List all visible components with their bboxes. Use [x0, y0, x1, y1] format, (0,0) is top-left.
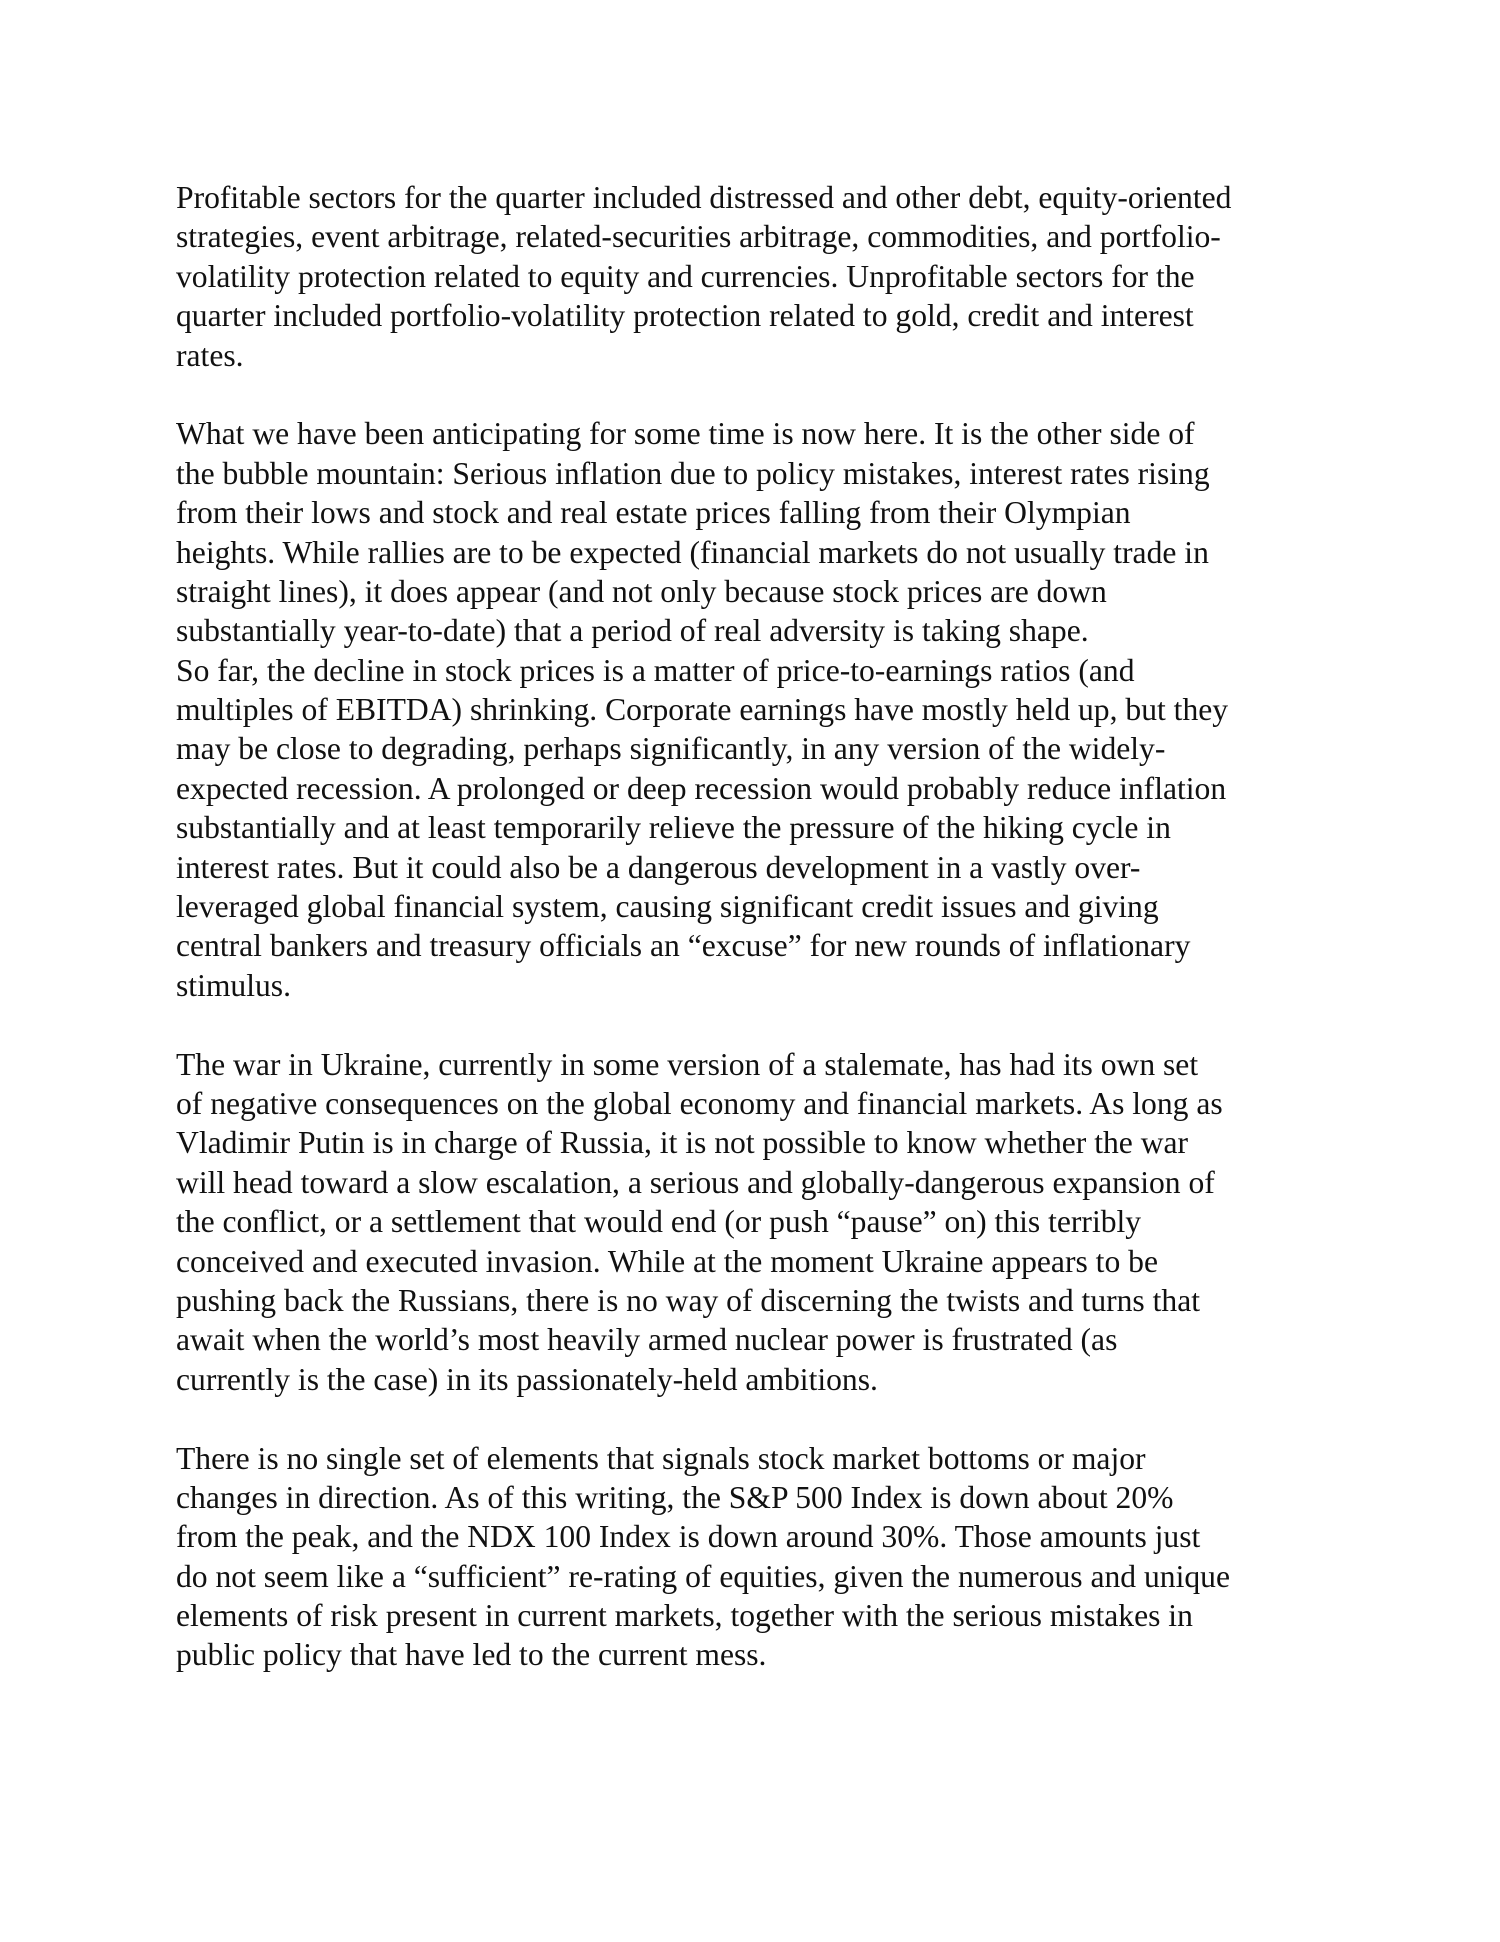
text-line: Vladimir Putin is in charge of Russia, it is not possible to know whether the war [176, 1125, 1189, 1161]
text-line: quarter included portfolio-volatility protection related to gold, credit and interest [176, 298, 1194, 334]
text-line: interest rates. But it could also be a dangerous development in a vastly over- [176, 849, 1141, 885]
text-line: So far, the decline in stock prices is a matter of price-to-earnings ratios (and [176, 652, 1135, 688]
paragraph-spacer [176, 1399, 1336, 1438]
text-line: Profitable sectors for the quarter included distressed and other debt, equity-oriented [176, 180, 1232, 215]
document-body [176, 178, 1336, 1675]
text-line: do not seem like a “sufficient” re-rating of equities, given the numerous and unique [176, 1558, 1230, 1594]
text-line: from the peak, and the NDX 100 Index is down around 30%. Those amounts just [176, 1519, 1201, 1555]
text-line: await when the world’s most heavily armed nuclear power is frustrated (as [176, 1322, 1118, 1358]
text-line: the bubble mountain: Serious inflation due to policy mistakes, interest rates rising [176, 455, 1210, 491]
text-line: currently is the case) in its passionately-held ambitions. [176, 1361, 878, 1397]
paragraph-ukraine-war [176, 1045, 1336, 1400]
paragraph-spacer [176, 375, 1336, 414]
text-line: of negative consequences on the global economy and financial markets. As long as [176, 1085, 1223, 1121]
text-line: conceived and executed invasion. While at the moment Ukraine appears to be [176, 1243, 1158, 1279]
text-line: changes in direction. As of this writing, the S&P 500 Index is down about 20% [176, 1479, 1174, 1515]
text-line: There is no single set of elements that signals stock market bottoms or major [176, 1440, 1146, 1476]
paragraph-market-bottoms [176, 1439, 1336, 1675]
text-line: from their lows and stock and real estate prices falling from their Olympian [176, 495, 1131, 531]
text-line: volatility protection related to equity and currencies. Unprofitable sectors for the [176, 258, 1195, 294]
text-line: straight lines), it does appear (and not only because stock prices are down [176, 573, 1107, 609]
text-line: elements of risk present in current markets, together with the serious mistakes in [176, 1598, 1193, 1634]
text-line: multiples of EBITDA) shrinking. Corporate earnings have mostly held up, but they [176, 692, 1229, 728]
text-line: may be close to degrading, perhaps significantly, in any version of the widely- [176, 731, 1166, 767]
text-line: The war in Ukraine, currently in some version of a stalemate, has had its own set [176, 1046, 1199, 1082]
paragraph-anticipating [176, 414, 1336, 1005]
text-line: the conflict, or a settlement that would end (or push “pause” on) this terribly [176, 1204, 1142, 1240]
paragraph-profitable-sectors [176, 178, 1336, 375]
text-line: will head toward a slow escalation, a serious and globally-dangerous expansion of [176, 1164, 1215, 1200]
text-line: strategies, event arbitrage, related-securities arbitrage, commodities, and portfolio- [176, 219, 1221, 255]
text-line: substantially year-to-date) that a period of real adversity is taking shape. [176, 613, 1089, 649]
text-line: expected recession. A prolonged or deep recession would probably reduce inflation [176, 770, 1227, 806]
text-line: What we have been anticipating for some time is now here. It is the other side of [176, 416, 1195, 452]
text-line: pushing back the Russians, there is no way of discerning the twists and turns that [176, 1282, 1201, 1318]
text-line: central bankers and treasury officials an “excuse” for new rounds of inflationary [176, 928, 1191, 964]
text-line: substantially and at least temporarily relieve the pressure of the hiking cycle in [176, 810, 1171, 846]
text-line: public policy that have led to the current mess. [176, 1637, 767, 1673]
text-line: heights. While rallies are to be expected (financial markets do not usually trade in [176, 534, 1209, 570]
text-line: leveraged global financial system, causing significant credit issues and giving [176, 889, 1159, 925]
text-line: rates. [176, 337, 244, 373]
text-line: stimulus. [176, 967, 291, 1003]
paragraph-spacer [176, 1005, 1336, 1044]
